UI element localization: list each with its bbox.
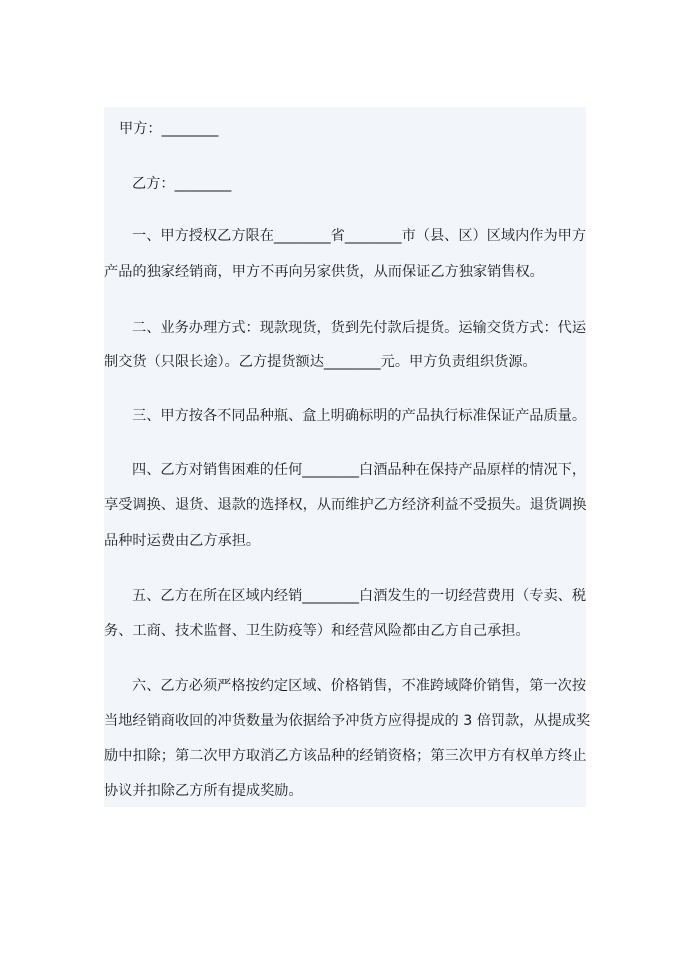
clause-6-line-3: 励中扣除；第二次甲方取消乙方该品种的经销资格；第三次甲方有权单方终止 [104,748,587,764]
clause-1-line-2: 产品的独家经销商，甲方不再向另家供货，从而保证乙方独家销售权。 [104,264,544,280]
clause-1-line-1: 一、甲方授权乙方限在________省________市（县、区）区域内作为甲方 [132,228,587,244]
clause-4-line-1: 四、乙方对销售困难的任何________白酒品种在保持产品原样的情况下， [132,462,587,478]
document-text-block [104,107,591,807]
party-a-line: 甲方：________ [119,121,219,137]
party-b-line: 乙方：________ [132,176,232,192]
clause-5-line-1: 五、乙方在所在区域内经销________白酒发生的一切经营费用（专卖、税 [132,588,587,604]
clause-4-line-3: 品种时运费由乙方承担。 [104,533,261,549]
clause-3-line-1: 三、甲方按各不同品种瓶、盒上明确标明的产品执行标准保证产品质量。 [132,408,587,424]
clause-5-line-2: 务、工商、技术监督、卫生防疫等）和经营风险都由乙方自己承担。 [104,623,530,639]
clause-4-line-2: 享受调换、退货、退款的选择权，从而维护乙方经济利益不受损失。退货调换 [104,497,587,513]
clause-6-line-2: 当地经销商收回的冲货数量为依据给予冲货方应得提成的 3 倍罚款，从提成奖 [104,713,591,729]
clause-6-line-1: 六、乙方必须严格按约定区域、价格销售，不准跨域降价销售，第一次按 [132,678,587,694]
clause-2-line-1: 二、业务办理方式：现款现货，货到先付款后提货。运输交货方式：代运 [132,320,587,336]
clause-6-line-4: 协议并扣除乙方所有提成奖励。 [104,783,303,799]
clause-2-line-2: 制交货（只限长途）。乙方提货额达________元。甲方负责组织货源。 [104,354,537,370]
